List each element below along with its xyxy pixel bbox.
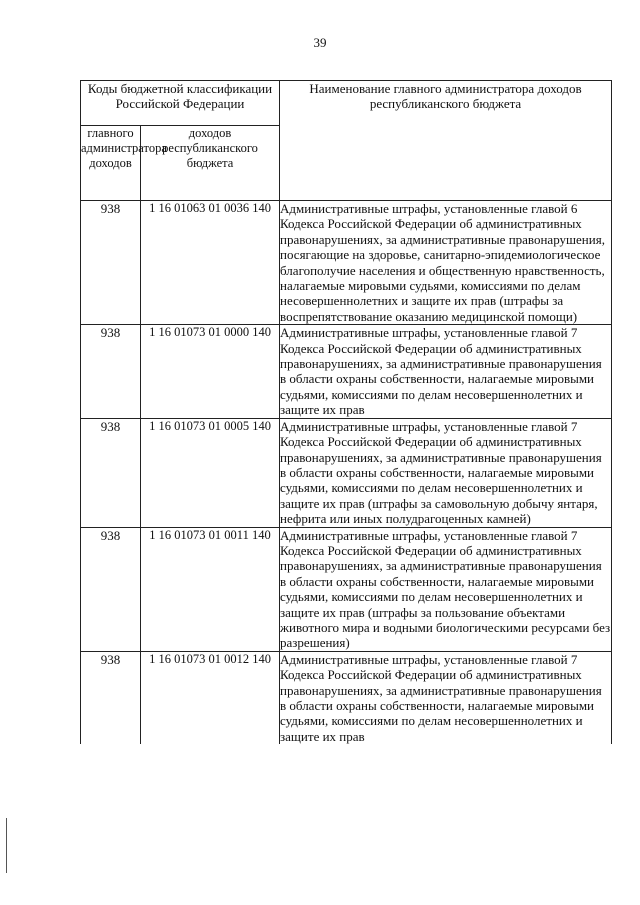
revenue-code-cell: 1 16 01063 01 0036 140 [141,201,280,325]
header-revenue-code: доходов республиканского бюджета [141,126,280,201]
table-row [81,418,612,527]
table-row [81,325,612,418]
table-row [81,527,612,651]
budget-codes-table [80,80,612,744]
description-cell: Административные штрафы, установленные главой 6 Кодекса Российской Федерации об административных правонарушениях, за административные правонарушения, посягающие на здоровье, санитарно-эпидемиологическое благополучие населения и общественную нравственность, налагаемые мировыми судьями, комиссиями по делам несовершеннолетних и защите их прав (штрафы за воспрепятствование оказанию медицинской помощи) [280,201,612,325]
admin-code-cell: 938 [81,527,141,651]
admin-code-cell: 938 [81,418,141,527]
table-row [81,201,612,325]
admin-code-cell: 938 [81,651,141,744]
page-number: 39 [313,35,327,50]
description-cell: Административные штрафы, установленные главой 7 Кодекса Российской Федерации об административных правонарушениях, за административные правонарушения в области охраны собственности, налагаемые мировыми судьями, комиссиями по делам несовершеннолетних и защите их прав (штрафы за пользование объектами животного мира и водными биологическими ресурсами без разрешения) [280,527,611,651]
admin-code-cell: 938 [81,201,141,325]
scan-margin-line [6,818,7,873]
header-budget-classification: Коды бюджетной классификации Российской Федерации [81,81,280,126]
revenue-code-cell: 1 16 01073 01 0000 140 [141,325,280,418]
revenue-code-cell: 1 16 01073 01 0005 140 [141,418,280,527]
revenue-code-cell: 1 16 01073 01 0012 140 [141,651,280,744]
description-cell: Административные штрафы, установленные главой 7 Кодекса Российской Федерации об административных правонарушениях, за административные правонарушения в области охраны собственности, налагаемые мировыми судьями, комиссиями по делам несовершеннолетних и защите их прав (штрафы за самовольную добычу янтаря, нефрита или иных полудрагоценных камней) [280,418,612,527]
table-header-row [81,81,612,126]
description-cell: Административные штрафы, установленные главой 7 Кодекса Российской Федерации об административных правонарушениях, за административные правонарушения в области охраны собственности, налагаемые мировыми судьями, комиссиями по делам несовершеннолетних и защите их прав [280,651,612,744]
header-administrator-name: Наименование главного администратора доходов республиканского бюджета [280,81,612,201]
table-row [81,651,612,744]
revenue-code-cell: 1 16 01073 01 0011 140 [141,527,280,651]
description-cell: Административные штрафы, установленные главой 7 Кодекса Российской Федерации об административных правонарушениях, за административные правонарушения в области охраны собственности, налагаемые мировыми судьями, комиссиями по делам несовершеннолетних и защите их прав [280,325,612,418]
admin-code-cell: 938 [81,325,141,418]
header-main-administrator: главного администратора доходов [81,126,141,201]
